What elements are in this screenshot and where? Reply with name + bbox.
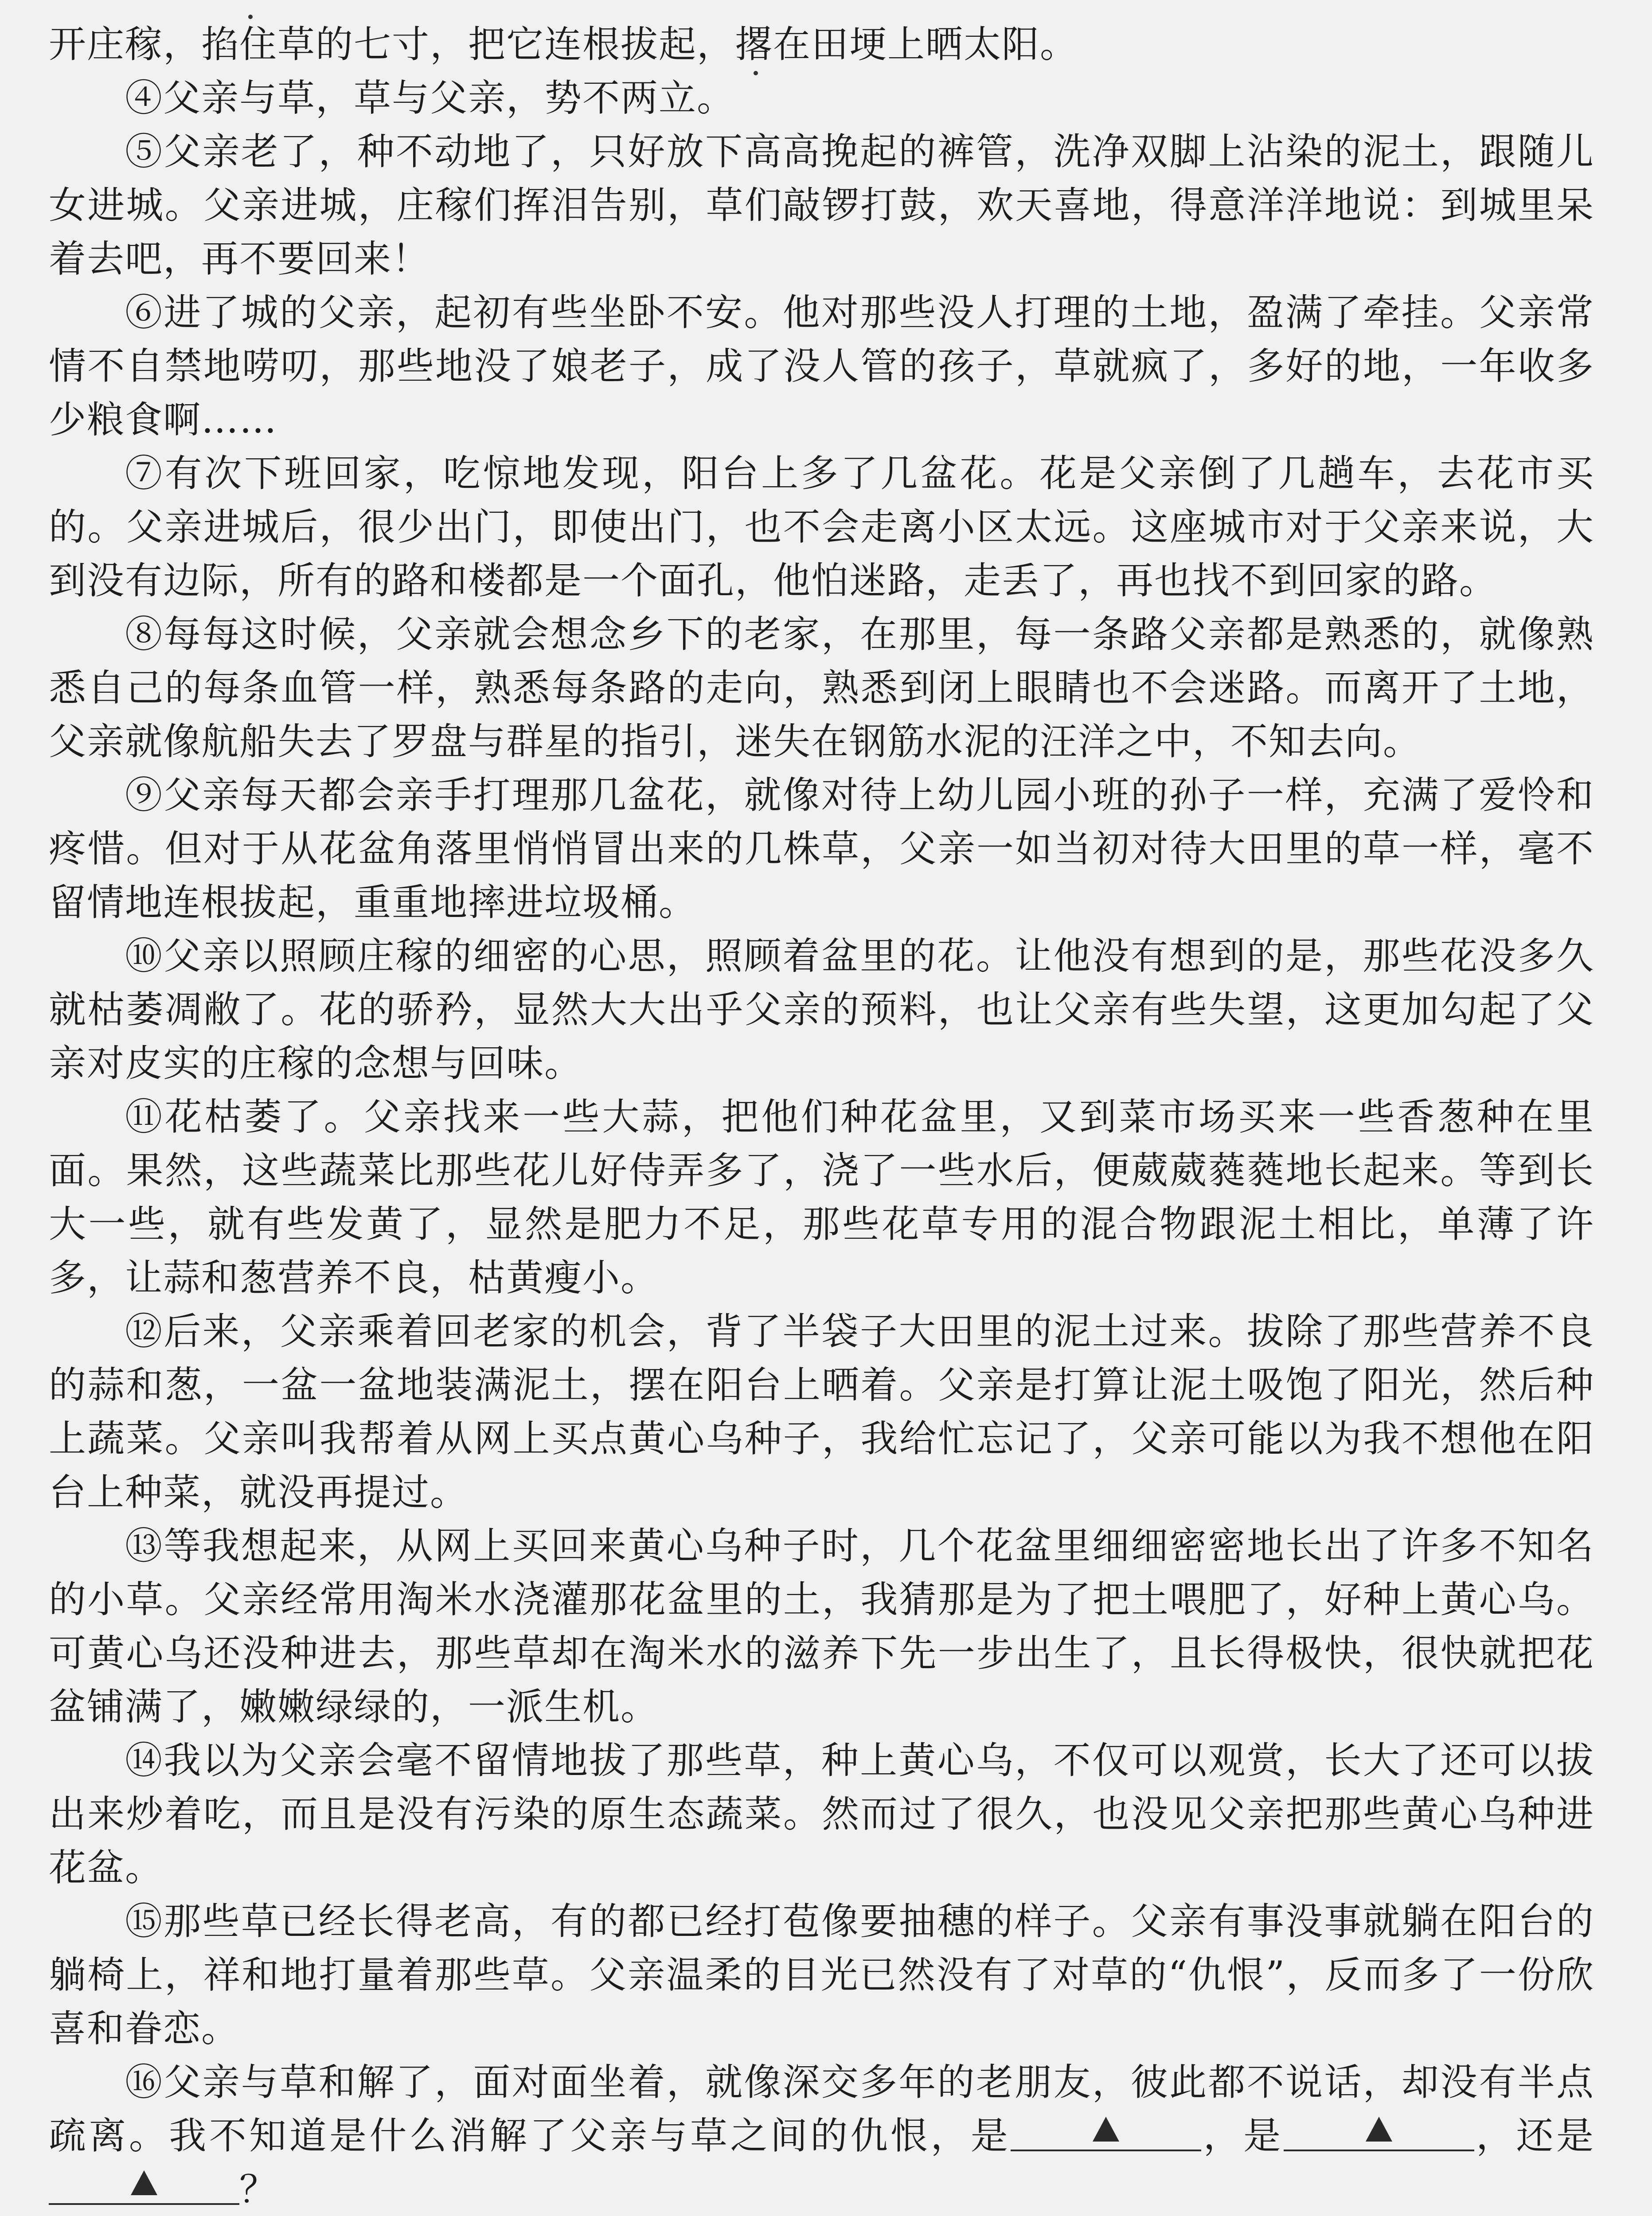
paragraph: ⑭我以为父亲会毫不留情地拔了那些草，种上黄心乌，不仅可以观赏，长大了还可以拔出来炒着吃，而且是没有污染的原生态蔬菜。然而过了很久，也没见父亲把那些黄心乌种进花盆。 bbox=[49, 1739, 1594, 1889]
paragraph-16-sep2: ，还是 bbox=[1474, 2114, 1594, 2157]
paragraph-16-lead: ⑯父亲与草和解了，面对面坐着，就像深交多年的老朋友，彼此都不说话，却没有半点疏离。我不知道是什么消解了父亲与草之间的仇恨，是 bbox=[49, 2060, 1594, 2157]
scan-dot bbox=[248, 15, 253, 19]
paragraph: ⑮那些草已经长得老高，有的都已经打苞像要抽穗的样子。父亲有事没事就躺在阳台的躺椅上，祥和地打量着那些草。父亲温柔的目光已然没有了对草的“仇恨”，反而多了一份欣喜和眷恋。 bbox=[49, 1900, 1594, 2050]
triangle-marker-icon bbox=[1093, 2117, 1119, 2142]
triangle-marker-icon bbox=[131, 2170, 157, 2195]
paragraph: 开庄稼，掐住草的七寸，把它连根拔起，撂在田埂上晒太阳。 bbox=[49, 23, 1078, 66]
paragraph: ⑫后来，父亲乘着回老家的机会，背了半袋子大田里的泥土过来。拔除了那些营养不良的蒜和葱，一盆一盆地装满泥土，摆在阳台上晒着。父亲是打算让泥土吸饱了阳光，然后种上蔬菜。父亲叫我帮着从网上买点黄心乌种子，我给忙忘记了，父亲可能以为我不想他在阳台上种菜，就没再提过。 bbox=[49, 1310, 1594, 1514]
answer-blank-3[interactable] bbox=[49, 2166, 239, 2205]
paragraph-16 bbox=[49, 2056, 1594, 2216]
passage-body bbox=[49, 18, 1594, 2056]
triangle-marker-icon bbox=[1366, 2117, 1392, 2142]
answer-blank-2[interactable] bbox=[1284, 2112, 1474, 2151]
paragraph: ⑪花枯萎了。父亲找来一些大蒜，把他们种花盆里，又到菜市场买来一些香葱种在里面。果然，这些蔬菜比那些花儿好侍弄多了，浇了一些水后，便葳葳蕤蕤地长起来。等到长大一些，就有些发黄了，显然是肥力不足，那些花草专用的混合物跟泥土相比，单薄了许多，让蒜和葱营养不良，枯黄瘦小。 bbox=[49, 1095, 1594, 1299]
paragraph: ④父亲与草，草与父亲，势不两立。 bbox=[125, 76, 735, 120]
paragraph: ⑤父亲老了，种不动地了，只好放下高高挽起的裤管，洗净双脚上沾染的泥土，跟随儿女进城。父亲进城，庄稼们挥泪告别，草们敲锣打鼓，欢天喜地，得意洋洋地说：到城里呆着去吧，再不要回来！ bbox=[49, 130, 1594, 281]
scan-dot bbox=[754, 71, 758, 75]
paragraph-16-end: ？ bbox=[239, 2168, 278, 2211]
paragraph: ⑨父亲每天都会亲手打理那几盆花，就像对待上幼儿园小班的孙子一样，充满了爱怜和疼惜。但对于从花盆角落里悄悄冒出来的几株草，父亲一如当初对待大田里的草一样，毫不留情地连根拔起，重重地摔进垃圾桶。 bbox=[49, 773, 1594, 924]
answer-blank-1[interactable] bbox=[1011, 2112, 1201, 2151]
paragraph: ⑩父亲以照顾庄稼的细密的心思，照顾着盆里的花。让他没有想到的是，那些花没多久就枯萎凋敝了。花的骄矜，显然大大出乎父亲的预料，也让父亲有些失望，这更加勾起了父亲对皮实的庄稼的念想与回味。 bbox=[49, 934, 1594, 1085]
paragraph: ⑥进了城的父亲，起初有些坐卧不安。他对那些没人打理的土地，盈满了牵挂。父亲常情不自禁地唠叨，那些地没了娘老子，成了没人管的孩子，草就疯了，多好的地，一年收多少粮食啊…… bbox=[49, 291, 1594, 441]
paragraph-16-sep1: ，是 bbox=[1201, 2114, 1284, 2157]
paragraph: ⑧每每这时候，父亲就会想念乡下的老家，在那里，每一条路父亲都是熟悉的，就像熟悉自己的每条血管一样，熟悉每条路的走向，熟悉到闭上眼睛也不会迷路。而离开了土地，父亲就像航船失去了罗盘与群星的指引，迷失在钢筋水泥的汪洋之中，不知去向。 bbox=[49, 613, 1594, 763]
paragraph: ⑬等我想起来，从网上买回来黄心乌种子时，几个花盆里细细密密地长出了许多不知名的小草。父亲经常用淘米水浇灌那花盆里的土，我猜那是为了把土喂肥了，好种上黄心乌。可黄心乌还没种进去，那些草却在淘米水的滋养下先一步出生了，且长得极快，很快就把花盆铺满了，嫩嫩绿绿的，一派生机。 bbox=[49, 1524, 1594, 1728]
paragraph: ⑦有次下班回家，吃惊地发现，阳台上多了几盆花。花是父亲倒了几趟车，去花市买的。父亲进城后，很少出门，即使出门，也不会走离小区太远。这座城市对于父亲来说，大到没有边际，所有的路和楼都是一个面孔，他怕迷路，走丢了，再也找不到回家的路。 bbox=[49, 452, 1594, 602]
